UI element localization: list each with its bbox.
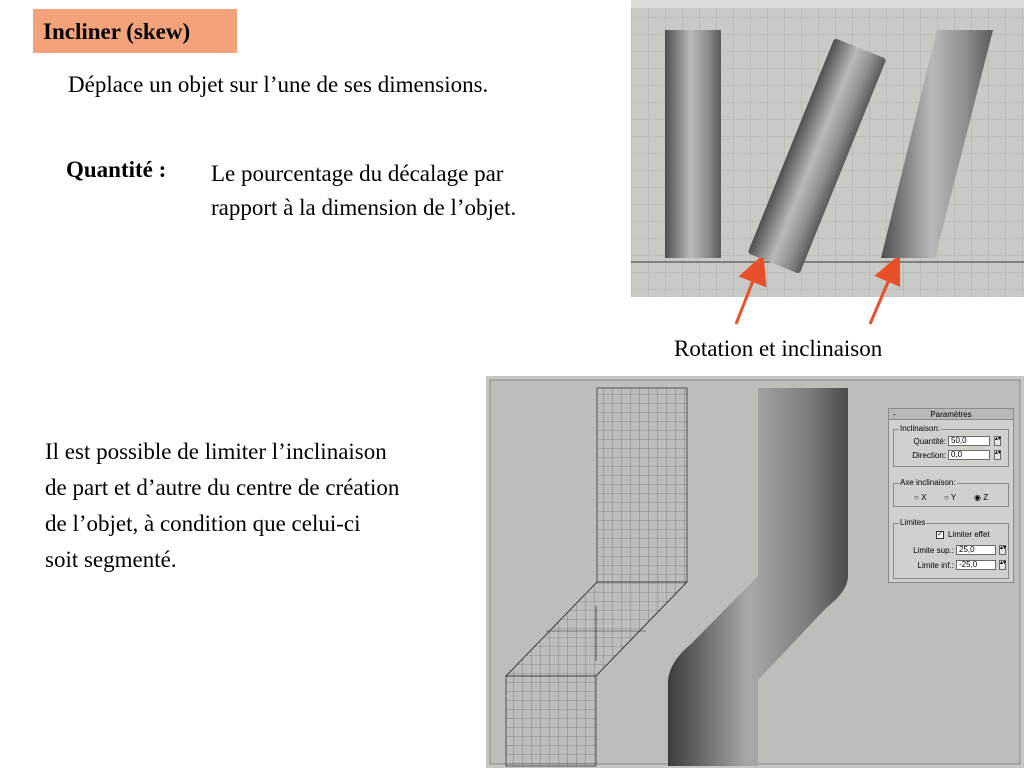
axe-group-title: Axe inclinaison: xyxy=(900,478,956,487)
quantity-description xyxy=(211,157,611,225)
limites-group xyxy=(893,518,1009,579)
parameters-panel xyxy=(888,408,1014,583)
arrow-skew xyxy=(870,268,894,324)
paragraph-line-1: Il est possible de limiter l’inclinaison xyxy=(45,439,387,464)
intro-text: Déplace un objet sur l’une de ses dimensions. xyxy=(68,72,489,97)
quantity-label: Quantité : xyxy=(66,157,167,182)
limite-inf-spinner[interactable]: ▴▾ xyxy=(999,560,1006,570)
paragraph-line-2: de part et d’autre du centre de création xyxy=(45,475,400,500)
panel-title: Paramètres xyxy=(930,410,972,419)
inclinaison-group xyxy=(893,424,1009,467)
quantite-label: Quantité: xyxy=(913,437,946,446)
direction-spinner[interactable]: ▴▾ xyxy=(994,450,1001,460)
limite-inf-label: Limite inf.: xyxy=(917,561,954,570)
image-caption: Rotation et inclinaison xyxy=(674,336,883,361)
limiter-label: Limiter effet xyxy=(948,530,990,539)
limites-group-title: Limites xyxy=(900,518,926,527)
arrow-rotation xyxy=(736,268,758,324)
panel-header[interactable] xyxy=(889,409,1013,420)
paragraph-line-3: de l’objet, à condition que celui-ci xyxy=(45,511,361,536)
direction-label: Direction: xyxy=(912,451,946,460)
limite-sup-field[interactable]: 25,0 xyxy=(956,545,996,555)
slide-title: Incliner (skew) xyxy=(43,19,191,44)
axis-z-radio[interactable]: ◉ Z xyxy=(974,493,989,502)
limiter-checkbox[interactable]: ✓ xyxy=(937,531,943,538)
limite-inf-field[interactable]: -25,0 xyxy=(956,560,996,570)
axis-x-radio[interactable]: ○ X xyxy=(914,493,927,502)
quantity-line-1: Le pourcentage du décalage par xyxy=(211,161,504,186)
axis-z-label: Z xyxy=(983,493,989,502)
axis-x-label: X xyxy=(921,493,927,502)
axe-group xyxy=(893,478,1009,507)
limit-paragraph xyxy=(45,434,505,578)
arrows xyxy=(720,258,900,330)
limite-sup-label: Limite sup.: xyxy=(913,546,954,555)
viewport-rotation-skew xyxy=(631,0,1024,297)
axis-y-label: Y xyxy=(950,493,957,502)
quantity-line-2: rapport à la dimension de l’objet. xyxy=(211,195,517,220)
quantite-spinner[interactable]: ▴▾ xyxy=(994,436,1001,446)
cylinder-straight xyxy=(665,30,721,258)
limite-sup-spinner[interactable]: ▴▾ xyxy=(999,545,1006,555)
axis-y-radio[interactable]: ○ Y xyxy=(944,493,957,502)
direction-field[interactable]: 0,0 xyxy=(948,450,990,460)
paragraph-line-4: soit segmenté. xyxy=(45,547,177,572)
quantite-field[interactable]: 50,0 xyxy=(948,436,990,446)
title-box xyxy=(33,9,237,53)
inclinaison-group-title: Inclinaison: xyxy=(900,424,941,433)
collapse-icon[interactable]: - xyxy=(893,410,896,419)
